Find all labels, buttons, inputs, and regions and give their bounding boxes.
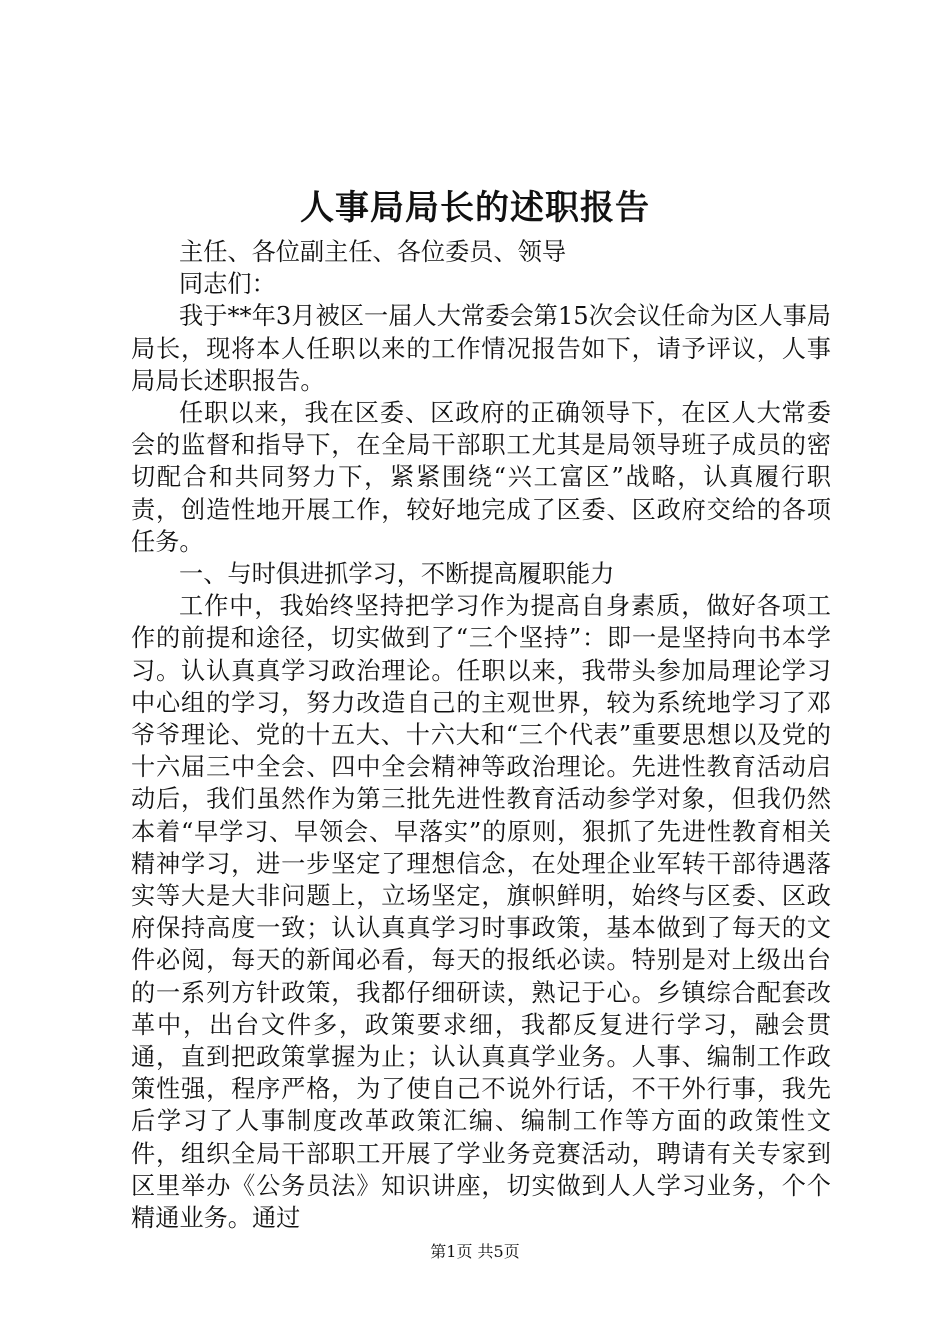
salutation-line-1: 主任、各位副主任、各位委员、领导	[179, 238, 567, 266]
salutation-line-2: 同志们：	[179, 270, 276, 299]
section-heading-1: 一、与时俱进抓学习，不断提高履职能力	[179, 560, 615, 589]
paragraph-intro: 我于**年3月被区一届人大常委会第15次会议任命为区人事局局长，现将本人任职以来的工作情况报告如下，请予评议，人事局局长述职报告。	[131, 302, 831, 395]
document-body	[131, 236, 831, 1234]
paragraph-study: 工作中，我始终坚持把学习作为提高自身素质，做好各项工作的前提和途径，切实做到了“三个坚持”：即一是坚持向书本学习。认认真真学习政治理论。任职以来，我带头参加局理论学习中心组的学习，努力改造自己的主观世界，较为系统地学习了邓爷爷理论、党的十五大、十六大和“三个代表”重要思想以及党的十六届三中全会、四中全会精神等政治理论。先进性教育活动启动后，我们虽然作为第三批先进性教育活动参学对象，但我仍然本着“早学习、早领会、早落实”的原则，狠抓了先进性教育相关精神学习，进一步坚定了理想信念，在处理企业军转干部待遇落实等大是大非问题上，立场坚定，旗帜鲜明，始终与区委、区政府保持高度一致；认认真真学习时事政策，基本做到了每天的文件必阅，每天的新闻必看，每天的报纸必读。特别是对上级出台的一系列方针政策，我都仔细研读，熟记于心。乡镇综合配套改革中，出台文件多，政策要求细，我都反复进行学习，融会贯通，直到把政策掌握为止；认认真真学业务。人事、编制工作政策性强，程序严格，为了使自己不说外行话，不干外行事，我先后学习了人事制度改革政策汇编、编制工作等方面的政策性文件，组织全局干部职工开展了学业务竞赛活动，聘请有关专家到区里举办《公务员法》知识讲座，切实做到人人学习业务，个个精通业务。通过	[131, 592, 831, 1233]
paragraph-overview: 任职以来，我在区委、区政府的正确领导下，在区人大常委会的监督和指导下，在全局干部职工尤其是局领导班子成员的密切配合和共同努力下，紧紧围绕“兴工富区”战略，认真履行职责，创造性地开展工作，较好地完成了区委、区政府交给的各项任务。	[131, 399, 831, 556]
page-footer: 第1页 共5页	[430, 1242, 520, 1261]
document-title: 人事局局长的述职报告	[300, 188, 650, 228]
